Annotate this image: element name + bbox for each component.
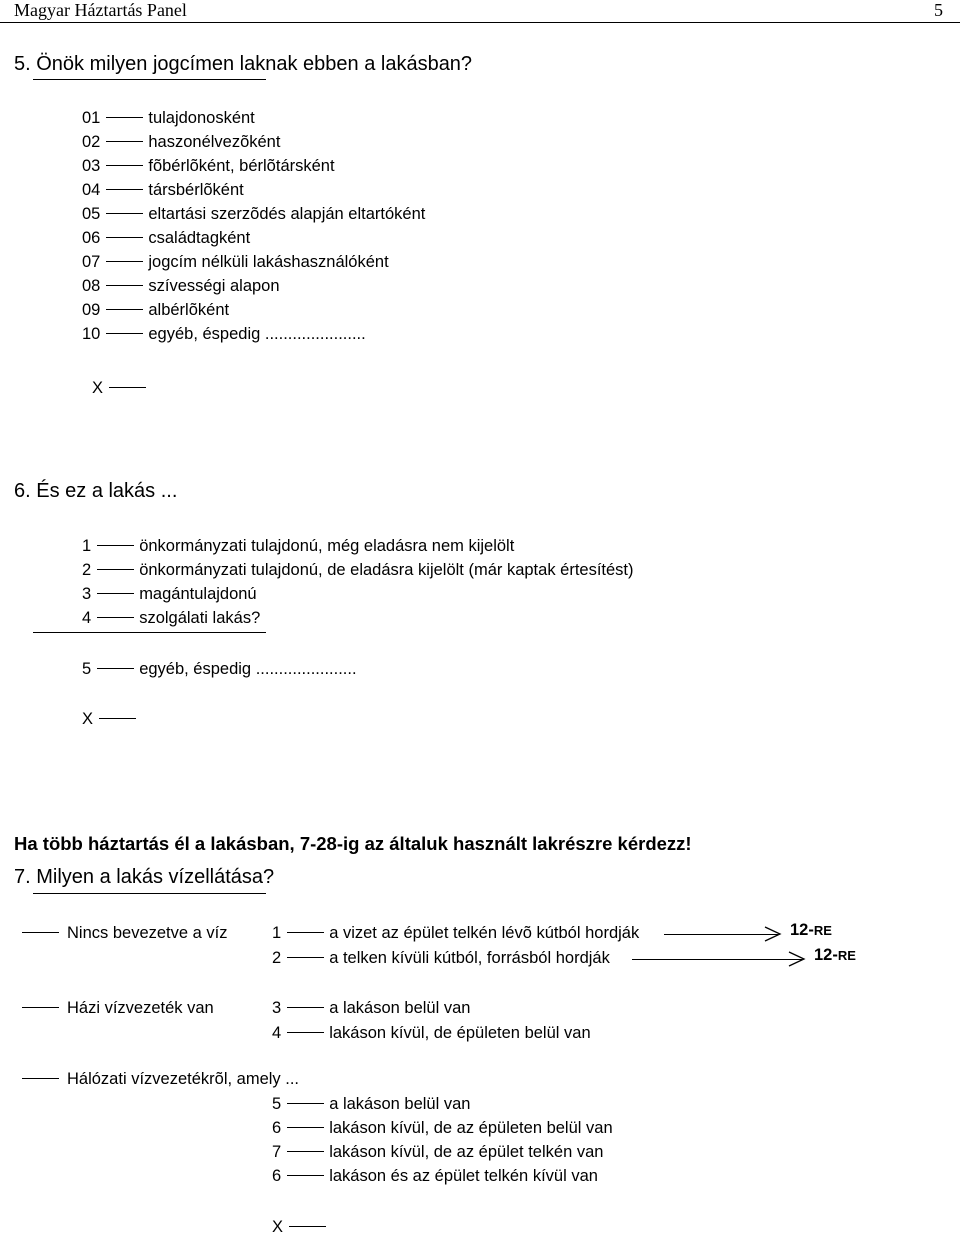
option-dash [97, 668, 134, 669]
q5-title-underline [33, 79, 266, 80]
q5-option-08 [82, 274, 425, 298]
q5-option-10 [82, 322, 425, 346]
q7-option-1: 1 a vizet az épület telkén lévõ kútból hordják [272, 924, 640, 942]
q6-x-code [82, 707, 141, 731]
q5-option-04 [82, 178, 425, 202]
option-code: 10 [82, 325, 101, 343]
q7-group3-dash [22, 1078, 59, 1079]
option-label: családtagként [148, 229, 251, 247]
option-dash [106, 213, 143, 214]
q5-option-03 [82, 154, 425, 178]
option-label: tulajdonosként [148, 109, 255, 127]
option-code: 3 [82, 585, 92, 603]
q7-group3-label: Hálózati vízvezetékrõl, amely ... [22, 1067, 299, 1091]
option-dash [97, 593, 134, 594]
q5-option-09 [82, 298, 425, 322]
q6-option-3 [82, 582, 634, 606]
q6-option-4 [82, 606, 634, 630]
arrowhead-icon [788, 951, 806, 967]
q7-option-7 [272, 1140, 613, 1164]
q7-group2-label: Házi vízvezeték van [22, 996, 214, 1020]
option-dash [97, 617, 134, 618]
q7-group2-dash [22, 1007, 59, 1008]
header-rule [0, 22, 960, 23]
option-code: 03 [82, 157, 101, 175]
option-code: 7 [272, 1143, 282, 1161]
q7-option-1-skip: 12-RE [790, 921, 832, 939]
option-label: szívességi alapon [148, 277, 280, 295]
q5-option-02 [82, 130, 425, 154]
option-code: 07 [82, 253, 101, 271]
option-label: a lakáson belül van [329, 1095, 471, 1113]
option-dash [106, 309, 143, 310]
option-label: eltartási szerzõdés alapján eltartóként [148, 205, 426, 223]
option-label: lakáson kívül, de az épület telkén van [329, 1143, 604, 1161]
option-label: haszonélvezõként [148, 133, 281, 151]
option-dash [106, 141, 143, 142]
q7-option-4: 4 lakáson kívül, de épületen belül van [272, 1024, 591, 1042]
option-dash [287, 1175, 324, 1176]
option-code: 5 [272, 1095, 282, 1113]
q7-group1-dash [22, 932, 59, 933]
option-dash [287, 1151, 324, 1152]
q7-title-underline [33, 893, 266, 894]
option-code: 09 [82, 301, 101, 319]
q6-x-dash [99, 718, 136, 719]
q7-x-code [272, 1215, 331, 1239]
q7-option-6 [272, 1116, 613, 1140]
option-label: egyéb, éspedig ...................... [139, 660, 357, 678]
q7-option-2-skip: 12-RE [814, 946, 856, 964]
q5-option-06 [82, 226, 425, 250]
q7-option-6 [272, 1164, 613, 1188]
q6-title: 6. És ez a lakás ... [14, 480, 178, 502]
q7-group3-option-list [272, 1092, 613, 1188]
option-label: albérlõként [148, 301, 230, 319]
option-code: 6 [272, 1119, 282, 1137]
option-label: magántulajdonú [139, 585, 257, 603]
q6-option-2 [82, 558, 634, 582]
option-label: önkormányzati tulajdonú, de eladásra kijelölt (már kaptak értesítést) [139, 561, 634, 579]
q5-option-07 [82, 250, 425, 274]
q7-group1-label: Nincs bevezetve a víz [22, 921, 228, 945]
option-code: 5 [82, 660, 92, 678]
q7-option-2: 2 a telken kívüli kútból, forrásból hordják [272, 949, 610, 967]
q6-option-list [82, 534, 634, 630]
option-label: fõbérlõként, bérlõtársként [148, 157, 335, 175]
q5-x-label: X [92, 379, 104, 397]
q5-x-dash [109, 387, 146, 388]
option-label: egyéb, éspedig ...................... [148, 325, 366, 343]
option-code: 01 [82, 109, 101, 127]
option-code: 2 [82, 561, 92, 579]
option-code: 08 [82, 277, 101, 295]
q7-title: 7. Milyen a lakás vízellátása? [14, 866, 275, 888]
option-dash [106, 189, 143, 190]
option-dash [106, 117, 143, 118]
option-dash [287, 1127, 324, 1128]
q6-option-5 [82, 657, 357, 681]
option-label: lakáson kívül, de az épületen belül van [329, 1119, 613, 1137]
option-dash [97, 545, 134, 546]
q6-x-label: X [82, 710, 94, 728]
option-dash [106, 237, 143, 238]
page-number: 5 [934, 0, 943, 20]
option-code: 4 [82, 609, 92, 627]
q7-option-1-skip-arrow [664, 934, 778, 935]
q7-x-label: X [272, 1218, 284, 1236]
q6-option-1 [82, 534, 634, 558]
option-dash [106, 261, 143, 262]
q5-option-01 [82, 106, 425, 130]
q6-rule [33, 632, 266, 633]
q7-x-dash [289, 1226, 326, 1227]
option-code: 6 [272, 1167, 282, 1185]
option-label: jogcím nélküli lakáshasználóként [148, 253, 389, 271]
interviewer-instruction: Ha több háztartás él a lakásban, 7-28-ig az általuk használt lakrészre kérdezz! [14, 833, 692, 854]
q7-option-2-skip-arrow [632, 959, 802, 960]
option-code: 1 [82, 537, 92, 555]
option-dash [97, 569, 134, 570]
q6-option-5 [82, 657, 357, 681]
option-code: 06 [82, 229, 101, 247]
option-dash [106, 333, 143, 334]
option-code: 02 [82, 133, 101, 151]
option-code: 04 [82, 181, 101, 199]
option-code: 05 [82, 205, 101, 223]
q7-option-3: 3 a lakáson belül van [272, 999, 471, 1017]
q5-title: 5. Önök milyen jogcímen laknak ebben a lakásban? [14, 53, 473, 75]
option-dash [106, 285, 143, 286]
option-label: önkormányzati tulajdonú, még eladásra nem kijelölt [139, 537, 515, 555]
running-header-title: Magyar Háztartás Panel [14, 0, 187, 20]
q5-option-list [82, 106, 425, 346]
option-dash [106, 165, 143, 166]
option-label: lakáson és az épület telkén kívül van [329, 1167, 598, 1185]
q5-option-05 [82, 202, 425, 226]
arrowhead-icon [764, 926, 782, 942]
q5-x-code [92, 376, 151, 400]
option-label: szolgálati lakás? [139, 609, 261, 627]
q7-option-5 [272, 1092, 613, 1116]
option-label: társbérlõként [148, 181, 244, 199]
option-dash [287, 1103, 324, 1104]
